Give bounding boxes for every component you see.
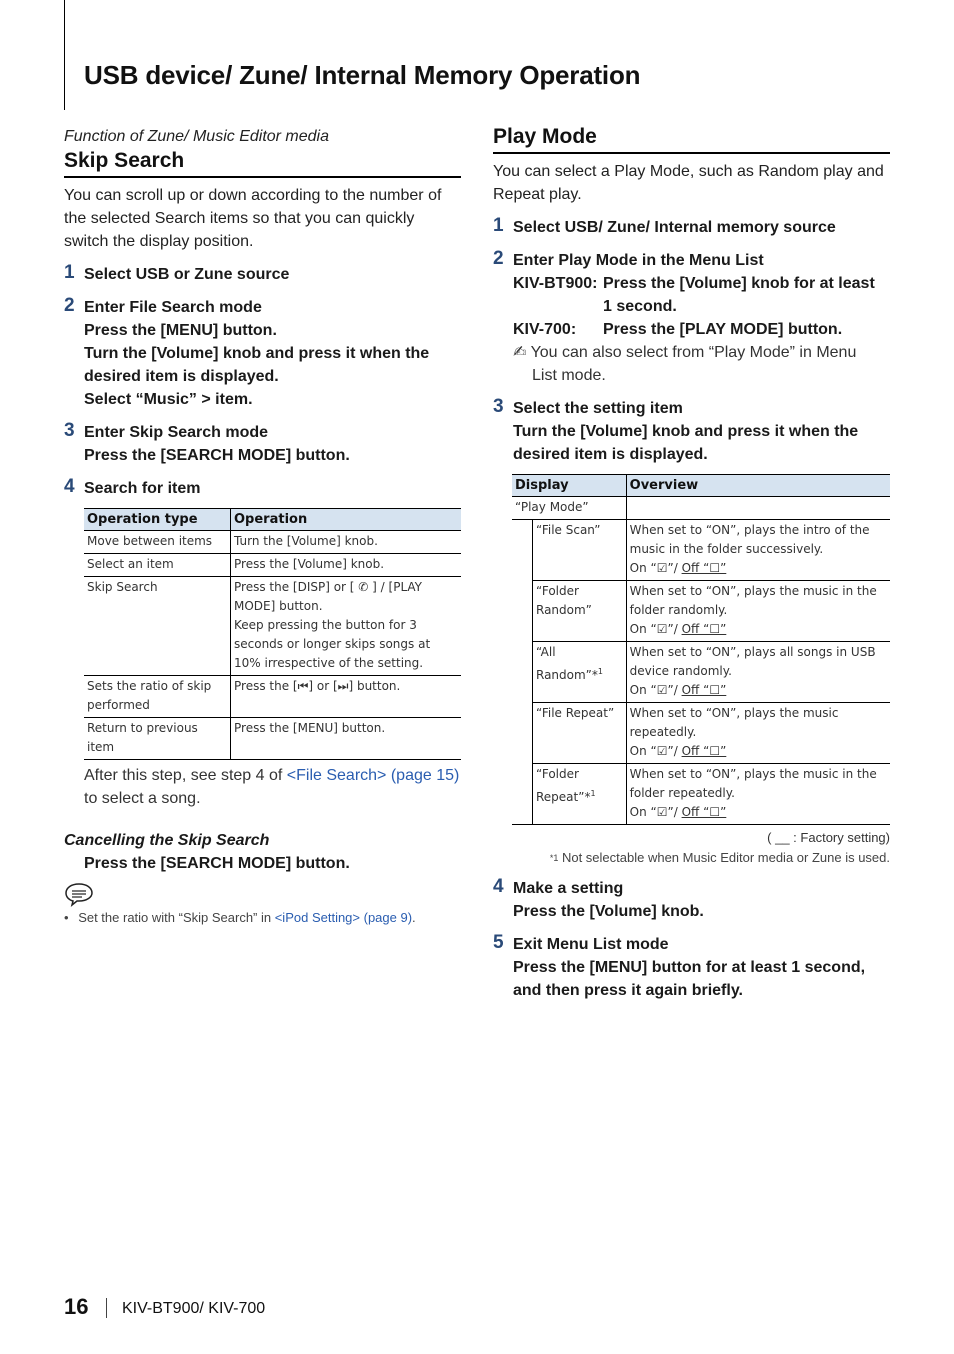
pencil-icon: ✍ <box>513 344 527 361</box>
table-cell <box>533 581 627 642</box>
page-title: USB device/ Zune/ Internal Memory Operation <box>84 60 641 90</box>
ratio-note <box>64 909 461 927</box>
operation-table-wrap <box>84 508 461 760</box>
step-number: 1 <box>64 262 75 283</box>
table-cell <box>231 577 462 676</box>
model-label: KIV-700: <box>513 321 577 338</box>
table-header: Display <box>512 475 626 497</box>
play-step-4 <box>493 877 890 923</box>
on-option: On “☑”/ <box>629 744 678 758</box>
on-option: On “☑”/ <box>629 805 678 819</box>
model-label: KIV-BT900: <box>513 275 598 292</box>
skip-step-3 <box>64 421 461 467</box>
step-line: Turn the [Volume] knob and press it when the <box>513 423 859 440</box>
overview-text: When set to “ON”, plays the intro of the music in the folder successively. <box>629 523 870 556</box>
play-mode-table <box>512 474 890 825</box>
page-number: 16 <box>64 1294 89 1319</box>
step-number: 2 <box>493 248 504 269</box>
step-title: Make a setting <box>513 880 624 897</box>
after-step-prefix: After this step, see step 4 of <box>84 767 287 784</box>
table-header: Overview <box>626 475 890 497</box>
cancel-heading: Cancelling the Skip Search <box>64 832 270 849</box>
table-cell <box>533 520 627 581</box>
off-option: Off “☐” <box>681 744 727 758</box>
footnote-ref: 1 <box>590 789 596 798</box>
play-step-5 <box>493 933 890 1002</box>
play-mode-table-wrap <box>512 474 890 825</box>
step-line: Select “Music” > item. <box>84 391 253 408</box>
overview-text: When set to “ON”, plays all songs in USB device randomly. <box>629 645 876 678</box>
display-label: “Folder Random” <box>536 584 592 617</box>
play-step-2 <box>493 249 890 387</box>
display-label: “Folder Repeat”* <box>536 767 591 804</box>
step-title: Select USB/ Zune/ Internal memory source <box>513 219 836 236</box>
table-row <box>84 718 461 760</box>
footnote-ref: 1 <box>597 667 603 676</box>
table-cell: Press the [MENU] button. <box>231 718 462 760</box>
step-number: 2 <box>64 295 75 316</box>
cancel-line: Press the [SEARCH MODE] button. <box>84 855 350 872</box>
model-instruction: Press the [PLAY MODE] button. <box>603 321 843 338</box>
notes-icon <box>64 881 461 907</box>
model-instruction-cont: 1 second. <box>603 298 677 315</box>
step-title: Exit Menu List mode <box>513 936 669 953</box>
overview-text: When set to “ON”, plays the music repeatedly. <box>629 706 839 739</box>
overview-text: When set to “ON”, plays the music in the folder randomly. <box>629 584 877 617</box>
off-option: Off “☐” <box>681 561 727 575</box>
off-option: Off “☐” <box>681 805 727 819</box>
table-cell <box>626 581 890 642</box>
section-kicker: Function of Zune/ Music Editor media <box>64 128 330 145</box>
step-title: Select USB or Zune source <box>84 266 290 283</box>
table-cell <box>533 764 627 825</box>
off-option: Off “☐” <box>681 622 727 636</box>
step-line: Press the [SEARCH MODE] button. <box>84 447 350 464</box>
indent-cell <box>512 703 533 764</box>
on-off-options <box>630 620 887 639</box>
step-number: 4 <box>493 876 504 897</box>
on-off-options <box>630 803 887 822</box>
on-option: On “☑”/ <box>629 622 678 636</box>
skip-search-intro: You can scroll up or down according to the number of the selected Search items so that you can quickly switch the display position. <box>64 187 442 250</box>
operation-table <box>84 508 461 760</box>
footnote-text: Not selectable when Music Editor media or Zune is used. <box>561 850 890 865</box>
table-cell <box>626 703 890 764</box>
menu-list-note <box>513 341 890 364</box>
step-number: 3 <box>493 396 504 417</box>
step-title: Enter Skip Search mode <box>84 424 269 441</box>
table-cell <box>626 497 890 520</box>
table-cell: Turn the [Volume] knob. <box>231 531 462 554</box>
file-search-link[interactable]: <File Search> (page 15) <box>286 767 460 784</box>
step-number: 4 <box>64 476 75 497</box>
menu-list-note-cont: List mode. <box>532 367 606 384</box>
table-group-row <box>512 497 890 520</box>
ratio-note-prefix: Set the ratio with “Skip Search” in <box>78 910 275 925</box>
step-number: 5 <box>493 932 504 953</box>
on-off-options <box>630 742 887 761</box>
kiv-700-row <box>513 318 890 341</box>
table-group-label: “Play Mode” <box>512 497 626 520</box>
skip-step-2 <box>64 296 461 411</box>
table-cell: Select an item <box>84 554 231 577</box>
footnote-mark: *1 <box>549 853 559 863</box>
indent-cell <box>512 520 533 581</box>
step-number: 1 <box>493 215 504 236</box>
display-label: “File Repeat” <box>536 706 615 720</box>
table-row <box>84 554 461 577</box>
step-line: desired item is displayed. <box>513 446 708 463</box>
indent-cell <box>512 581 533 642</box>
factory-setting-note: ( __ : Factory setting) <box>767 830 890 845</box>
skip-step-4 <box>64 477 461 500</box>
table-cell: Sets the ratio of skip performed <box>84 676 231 718</box>
table-cell-line: Keep pressing the button for 3 seconds or longer skips songs at 10% irrespective of the setting. <box>234 618 431 670</box>
indent-cell <box>512 642 533 703</box>
ipod-setting-link[interactable]: <iPod Setting> (page 9) <box>274 910 413 925</box>
table-row <box>512 581 890 642</box>
table-cell: Press the [Volume] knob. <box>231 554 462 577</box>
step-title: Enter File Search mode <box>84 299 262 316</box>
display-label: “All Random”* <box>536 645 598 682</box>
step-line: Press the [Volume] knob. <box>513 903 704 920</box>
after-step-note <box>84 764 461 810</box>
play-mode-heading: Play Mode <box>493 124 890 154</box>
table-cell: Return to previous item <box>84 718 231 760</box>
table-cell <box>533 642 627 703</box>
step-line: Turn the [Volume] knob and press it when the desired item is displayed. <box>84 345 430 385</box>
table-row <box>512 703 890 764</box>
table-row <box>512 520 890 581</box>
ratio-note-suffix: . <box>412 910 416 925</box>
play-step-3 <box>493 397 890 466</box>
table-cell: Press the [⏮] or [⏭] button. <box>231 676 462 718</box>
footer-divider <box>106 1298 107 1318</box>
table-cell: Move between items <box>84 531 231 554</box>
notes-icon-graphic <box>64 881 94 907</box>
skip-search-section <box>64 126 461 927</box>
step-title: Select the setting item <box>513 400 683 417</box>
table-cell: Skip Search <box>84 577 231 676</box>
footnote <box>493 849 890 867</box>
table-cell <box>626 764 890 825</box>
table-row <box>512 764 890 825</box>
indent-cell <box>512 764 533 825</box>
on-option: On “☑”/ <box>629 561 678 575</box>
play-mode-section <box>493 124 890 1002</box>
overview-text: When set to “ON”, plays the music in the folder repeatedly. <box>629 767 877 800</box>
kiv-bt900-row <box>513 272 890 295</box>
on-off-options <box>630 559 887 578</box>
display-label: “File Scan” <box>536 523 601 537</box>
table-cell <box>533 703 627 764</box>
menu-list-note-text: You can also select from “Play Mode” in Menu <box>530 344 857 361</box>
model-name: KIV-BT900/ KIV-700 <box>122 1300 266 1317</box>
step-line: Press the [MENU] button for at least 1 second, <box>513 959 866 976</box>
step-line: Press the [MENU] button. <box>84 322 277 339</box>
off-option: Off “☐” <box>681 683 727 697</box>
skip-step-1 <box>64 263 461 286</box>
table-row <box>512 642 890 703</box>
play-step-1 <box>493 216 890 239</box>
step-title: Enter Play Mode in the Menu List <box>513 252 764 269</box>
on-option: On “☑”/ <box>629 683 678 697</box>
table-header: Operation type <box>84 509 231 531</box>
on-off-options <box>630 681 887 700</box>
header-vertical-rule <box>64 0 65 110</box>
after-step-suffix: to select a song. <box>84 790 201 807</box>
table-cell-line: Press the [DISP] or [ ✆ ] / [PLAY MODE] button. <box>234 580 423 613</box>
play-mode-intro: You can select a Play Mode, such as Random play and Repeat play. <box>493 163 884 203</box>
step-title: Search for item <box>84 480 201 497</box>
table-row <box>84 531 461 554</box>
step-line: and then press it again briefly. <box>513 982 743 999</box>
bullet: • <box>64 910 69 925</box>
table-cell <box>626 642 890 703</box>
step-number: 3 <box>64 420 75 441</box>
table-row <box>84 577 461 676</box>
table-header: Operation <box>231 509 462 531</box>
skip-search-heading: Skip Search <box>64 148 461 178</box>
model-instruction: Press the [Volume] knob for at least <box>603 275 875 292</box>
table-row <box>84 676 461 718</box>
table-cell <box>626 520 890 581</box>
